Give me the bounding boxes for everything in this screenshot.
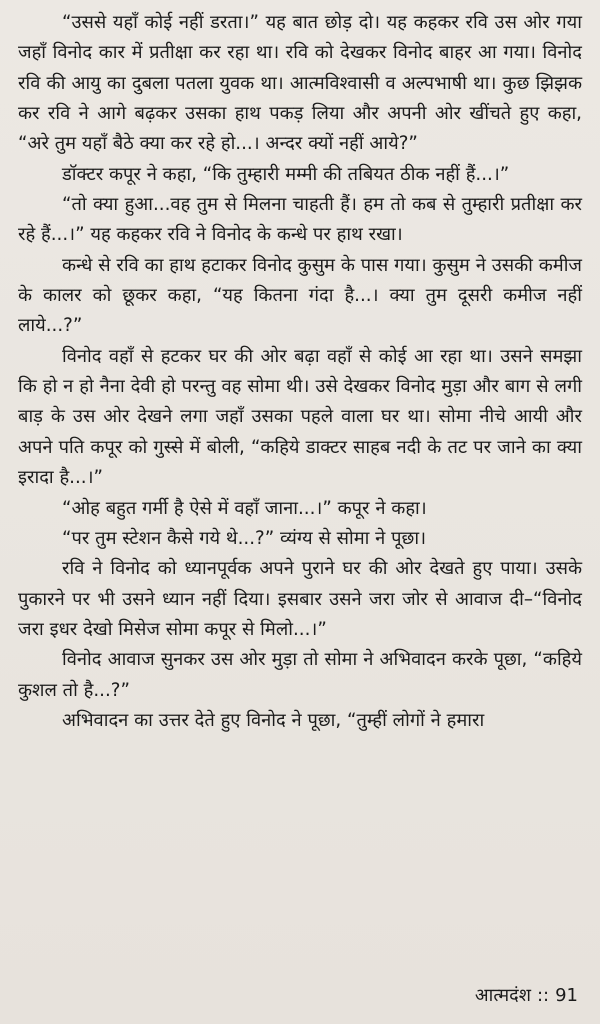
paragraph-10: अभिवादन का उत्तर देते हुए विनोद ने पूछा, “तुम्हीं लोगों ने हमारा [62,709,485,731]
paragraph-3: “तो क्या हुआ...वह तुम से मिलना चाहती हैं। हम तो कब से तुम्हारी प्रतीक्षा कर रहे हैं...।” यह कहकर रवि ने विनोद के कन्धे पर हाथ रखा। [18,194,582,246]
footer-separator: :: [536,985,550,1006]
running-title: आत्मदंश [474,985,531,1006]
paragraph-6: “ओह बहुत गर्मी है ऐसे में वहाँ जाना...।” कपूर ने कहा। [62,497,427,519]
paragraph-8: रवि ने विनोद को ध्यानपूर्वक अपने पुराने घर की ओर देखते हुए पाया। उसके पुकारने पर भी उसने ध्यान नहीं दिया। इसबार उसने जरा जोर से आवाज दी–“विनोद जरा इधर देखो मिसेज सोमा कपूर से मिलो...।” [18,558,582,640]
paragraph-9: विनोद आवाज सुनकर उस ओर मुड़ा तो सोमा ने अभिवादन करके पूछा, “कहिये कुशल तो है...?” [18,649,582,701]
paragraph-5: विनोद वहाँ से हटकर घर की ओर बढ़ा वहाँ से कोई आ रहा था। उसने समझा कि हो न हो नैना देवी हो परन्तु वह सोमा थी। उसे देखकर विनोद मुड़ा और बाग से लगी बाड़ के उस ओर देखने लगा जहाँ उसका पहले वाला घर था। सोमा नीचे आयी और अपने पति कपूर को गुस्से में बोली, “कहिये डाक्टर साहब नदी के तट पर जाने का क्या इरादा है...।” [18,345,582,489]
page-body [18,8,582,736]
paragraph-7: “पर तुम स्टेशन कैसे गये थे...?” व्यंग्य से सोमा ने पूछा। [62,527,427,549]
paragraph-2: डॉक्टर कपूर ने कहा, “कि तुम्हारी मम्मी की तबियत ठीक नहीं हैं...।” [62,163,510,185]
page-footer [475,984,578,1008]
paragraph-1: “उससे यहाँ कोई नहीं डरता।” यह बात छोड़ दो। यह कहकर रवि उस ओर गया जहाँ विनोद कार में प्रतीक्षा कर रहा था। रवि को देखकर विनोद बाहर आ गया। विनोद रवि की आयु का दुबला पतला युवक था। आत्मविश्वासी व अल्पभाषी था। कुछ झिझक कर रवि ने आगे बढ़कर उसका हाथ पकड़ लिया और अपनी ओर खींचते हुए कहा, “अरे तुम यहाँ बैठे क्या कर रहे हो...। अन्दर क्यों नहीं आये?” [18,12,582,155]
paragraph-4: कन्धे से रवि का हाथ हटाकर विनोद कुसुम के पास गया। कुसुम ने उसकी कमीज के कालर को छूकर कहा, “यह कितना गंदा है...। क्या तुम दूसरी कमीज नहीं लाये...?” [18,254,582,337]
page-number: 91 [555,985,578,1006]
